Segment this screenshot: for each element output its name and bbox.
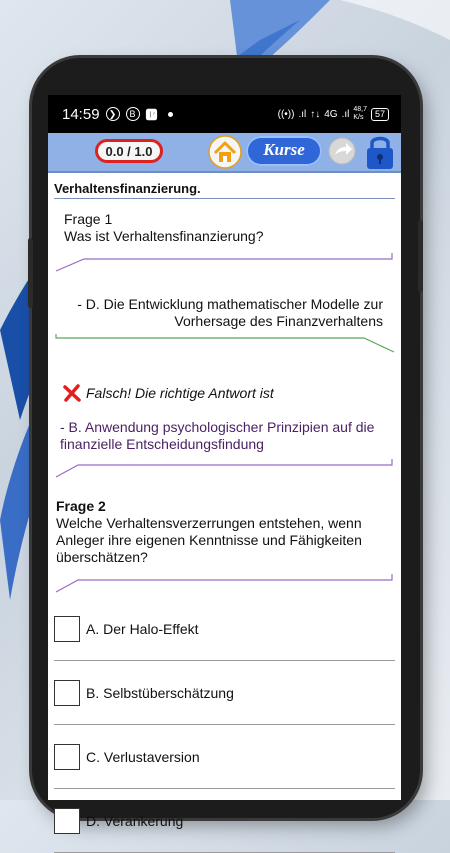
data-arrows-icon: ↑↓ xyxy=(310,108,321,120)
quiz-content xyxy=(48,173,401,853)
home-icon[interactable] xyxy=(208,135,242,169)
option-d-label: D. Verankerung xyxy=(86,812,184,829)
option-a[interactable] xyxy=(54,597,395,661)
question-2-text: Welche Verhaltensverzerrungen entstehen, wenn Anleger ihre eigenen Kenntnisse und Fähigkeiten überschätzen? xyxy=(56,515,362,565)
question-2-number: Frage 2 xyxy=(56,498,106,514)
parking-icon: 🅿 xyxy=(145,107,158,122)
question-1-number: Frage 1 xyxy=(64,211,113,227)
correct-bubble-divider xyxy=(54,457,395,479)
user-answer: - D. Die Entwicklung mathematischer Modelle zur Vorhersage des Finanzverhaltens xyxy=(77,296,383,329)
signal-icon: .ıl xyxy=(298,108,307,120)
share-arrow-icon[interactable] xyxy=(328,137,356,165)
question-1-text: Was ist Verhaltensfinanzierung? xyxy=(64,228,264,244)
verdict xyxy=(54,361,395,403)
option-b[interactable] xyxy=(54,661,395,725)
option-c[interactable] xyxy=(54,725,395,789)
speech-bubble-divider xyxy=(54,251,395,273)
app-toolbar xyxy=(48,133,401,173)
app-screen xyxy=(48,95,401,829)
option-b-label: B. Selbstüberschätzung xyxy=(86,684,234,701)
b-icon: B xyxy=(126,107,140,121)
notification-dot-icon xyxy=(168,112,173,117)
signal-4g-label: 4G xyxy=(324,108,338,120)
page-title: Verhaltensfinanzierung. xyxy=(54,173,395,199)
option-c-label: C. Verlustaversion xyxy=(86,748,200,765)
net-speed xyxy=(353,106,367,122)
correct-answer: - B. Anwendung psychologischer Prinzipien auf die finanzielle Entscheidungsfindung xyxy=(60,419,375,452)
checkbox-c[interactable] xyxy=(54,744,80,770)
checkbox-d[interactable] xyxy=(54,808,80,834)
navigation-icon: ❯ xyxy=(106,107,120,121)
kurse-button[interactable]: Kurse xyxy=(246,136,322,166)
battery-icon: 57 xyxy=(371,108,389,121)
wrong-x-icon xyxy=(62,383,82,403)
phone-volume-button xyxy=(28,238,33,308)
hotspot-icon: ((•)) xyxy=(277,108,295,120)
question-2 xyxy=(54,484,395,572)
clock: 14:59 xyxy=(62,105,100,123)
status-bar xyxy=(48,95,401,133)
net-speed-value: 48,7 xyxy=(353,106,367,113)
option-a-label: A. Der Halo-Effekt xyxy=(86,620,199,637)
lock-icon[interactable] xyxy=(364,133,396,171)
options-list xyxy=(54,597,395,853)
phone-power-button xyxy=(418,220,423,292)
checkbox-b[interactable] xyxy=(54,680,80,706)
answer-bubble-divider xyxy=(54,334,395,356)
checkbox-a[interactable] xyxy=(54,616,80,642)
option-d[interactable] xyxy=(54,789,395,853)
verdict-text: Falsch! Die richtige Antwort ist xyxy=(86,385,274,401)
signal-icon-2: .ıl xyxy=(341,108,350,120)
question-2-bubble-divider xyxy=(54,572,395,594)
score-badge: 0.0 / 1.0 xyxy=(95,139,163,163)
net-speed-unit: K/s xyxy=(353,114,364,121)
question-1 xyxy=(54,199,395,251)
